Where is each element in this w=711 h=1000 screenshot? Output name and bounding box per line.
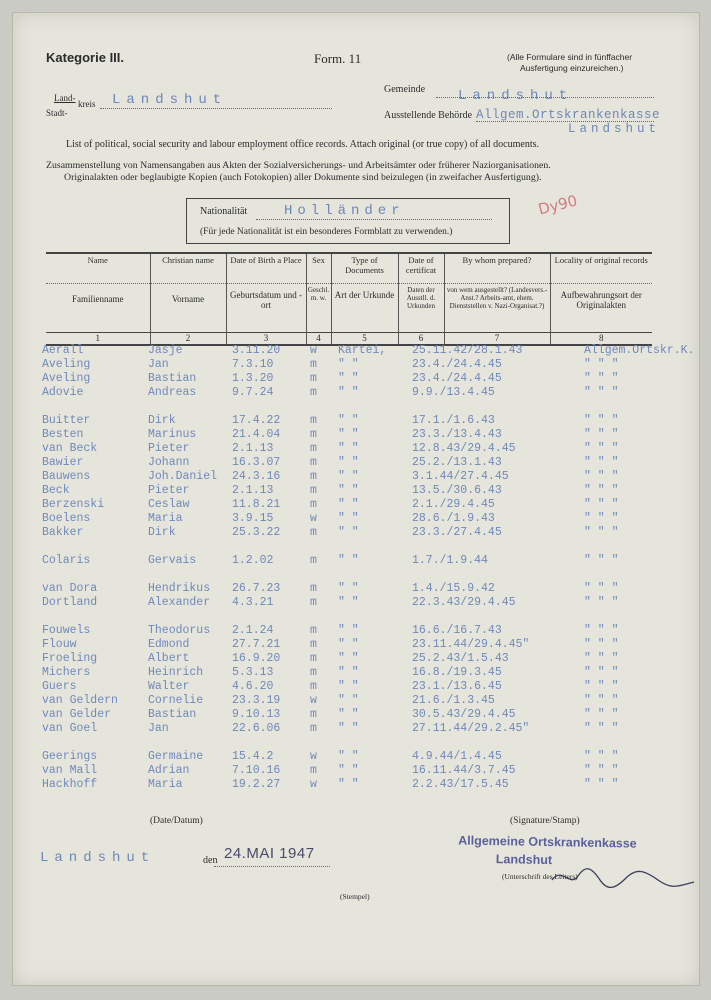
gemeinde-label: Gemeinde [384,84,426,95]
row-geburtsdatum: 25.3.22 [232,526,281,539]
date-dotline [214,866,330,867]
row-vorname: Jan [148,722,169,735]
row-vorname: Gervais [148,554,197,567]
row-geburtsdatum: 24.3.16 [232,470,281,483]
row-geburtsdatum: 9.7.24 [232,386,274,399]
row-geburtsdatum: 17.4.22 [232,414,281,427]
row-daten: 13.5./30.6.43 [412,484,502,497]
row-daten: 23.4./24.4.45 [412,358,502,371]
row-familienname: Aveling [42,372,91,385]
row-vorname: Heinrich [148,666,204,679]
row-vorname: Theodorus [148,624,211,637]
col-sex-de: Geschl. m. w. [306,284,331,333]
row-aufbewahrungsort: " " " [584,512,619,525]
row-daten: 22.3.43/29.4.45 [412,596,516,609]
row-geburtsdatum: 23.3.19 [232,694,281,707]
row-geschlecht: w [310,344,317,357]
row-familienname: Aveling [42,358,91,371]
row-art: " " [338,526,359,539]
row-vorname: Joh.Daniel [148,470,218,483]
row-daten: 17.1./1.6.43 [412,414,495,427]
row-art: Kartei, [338,344,387,357]
row-familienname: Bakker [42,526,84,539]
row-aufbewahrungsort: " " " [584,498,619,511]
row-art: " " [338,498,359,511]
row-geschlecht: m [310,638,317,651]
row-vorname: Germaine [148,750,204,763]
row-familienname: van Geldern [42,694,118,707]
row-geburtsdatum: 3.9.15 [232,512,274,525]
row-daten: 4.9.44/1.4.45 [412,750,502,763]
row-vorname: Pieter [148,442,190,455]
row-geburtsdatum: 2.1.13 [232,442,274,455]
row-art: " " [338,764,359,777]
behoerde-value-1: Allgem.Ortskrankenkasse [476,108,661,122]
row-familienname: van Dora [42,582,98,595]
row-geschlecht: m [310,358,317,371]
row-vorname: Jan [148,358,169,371]
col-locality-de: Aufbewahrungsort der Originalakten [550,284,652,333]
kategorie-title: Kategorie III. [46,50,125,65]
nationality-value: Holländer [284,203,405,219]
row-vorname: Jasje [148,344,183,357]
row-geburtsdatum: 19.2.27 [232,778,281,791]
row-art: " " [338,624,359,637]
col-christian-en: Christian name [150,253,226,284]
row-geschlecht: m [310,764,317,777]
row-familienname: Fouwels [42,624,91,637]
row-geschlecht: m [310,386,317,399]
col-birth-de: Geburtsdatum und -ort [226,284,306,333]
row-daten: 23.3./13.4.43 [412,428,502,441]
row-familienname: Berzenski [42,498,105,511]
row-geschlecht: m [310,428,317,441]
row-art: " " [338,358,359,371]
row-vorname: Hendrikus [148,582,211,595]
instruction-german-2: Originalakten oder beglaubigte Kopien (auch Fotokopien) aller Dokumente sind beizulegen (in zweifacher Ausfertigung). [64,172,542,183]
signature-label: (Signature/Stamp) [510,816,580,826]
row-familienname: Hackhoff [42,778,98,791]
row-aufbewahrungsort: " " " [584,652,619,665]
col-certdate-de: Daten der Ausstll. d. Urkunden [398,284,444,333]
row-art: " " [338,414,359,427]
row-daten: 2.2.43/17.5.45 [412,778,509,791]
col-num-8: 8 [550,333,652,346]
row-geburtsdatum: 2.1.24 [232,624,274,637]
row-geburtsdatum: 7.10.16 [232,764,281,777]
col-num-4: 4 [306,333,331,346]
row-art: " " [338,638,359,651]
row-geburtsdatum: 9.10.13 [232,708,281,721]
row-daten: 23.11.44/29.4.45" [412,638,530,651]
row-familienname: Froeling [42,652,98,665]
row-geschlecht: m [310,652,317,665]
row-daten: 9.9./13.4.45 [412,386,495,399]
pencil-annotation: Dy90 [536,191,580,219]
col-num-6: 6 [398,333,444,346]
row-familienname: Aerall [42,344,84,357]
col-num-3: 3 [226,333,306,346]
row-geschlecht: m [310,596,317,609]
col-num-2: 2 [150,333,226,346]
row-daten: 16.8./19.3.45 [412,666,502,679]
row-geburtsdatum: 27.7.21 [232,638,281,651]
row-familienname: van Gelder [42,708,112,721]
row-geburtsdatum: 3.11.20 [232,344,281,357]
row-aufbewahrungsort: " " " [584,442,619,455]
den-label: den [203,855,218,866]
row-familienname: van Beck [42,442,98,455]
row-art: " " [338,554,359,567]
row-geschlecht: m [310,484,317,497]
col-prepared-de: von wem ausgestellt? (Landesvers.-Anst.? Arbeits-amt, ehem. Dienststellen v. Nazi-Organisat.?) [444,284,550,333]
copies-note-1: (Alle Formulare sind in fünffacher [507,52,633,62]
col-doctype-en: Type of Documents [331,253,398,284]
row-geschlecht: m [310,372,317,385]
row-aufbewahrungsort: " " " [584,526,619,539]
row-daten: 25.2./13.1.43 [412,456,502,469]
row-art: " " [338,680,359,693]
row-vorname: Dirk [148,526,176,539]
row-geschlecht: m [310,554,317,567]
row-geschlecht: m [310,708,317,721]
row-art: " " [338,470,359,483]
row-geburtsdatum: 16.9.20 [232,652,281,665]
row-familienname: Michers [42,666,91,679]
col-name-en: Name [46,253,150,284]
row-vorname: Cornelie [148,694,204,707]
row-geschlecht: m [310,722,317,735]
row-aufbewahrungsort: " " " [584,484,619,497]
row-vorname: Johann [148,456,190,469]
row-vorname: Andreas [148,386,197,399]
row-aufbewahrungsort: " " " [584,456,619,469]
row-familienname: Colaris [42,554,91,567]
row-aufbewahrungsort: " " " [584,582,619,595]
row-daten: 16.11.44/3.7.45 [412,764,516,777]
instruction-german-1: Zusammenstellung von Namensangaben aus Akten der Sozialversicherungs- und Arbeitsämter oder früherer Naziorganisationen. [46,160,551,171]
row-aufbewahrungsort: " " " [584,470,619,483]
row-art: " " [338,582,359,595]
row-daten: 27.11.44/29.2.45" [412,722,530,735]
row-aufbewahrungsort: " " " [584,372,619,385]
row-art: " " [338,386,359,399]
row-vorname: Adrian [148,764,190,777]
row-aufbewahrungsort: " " " [584,750,619,763]
row-daten: 3.1.44/27.4.45 [412,470,509,483]
behoerde-value-2: Landshut [568,122,661,136]
col-birth-en: Date of Birth a Place [226,253,306,284]
date-label: (Date/Datum) [150,816,203,826]
row-familienname: Beck [42,484,70,497]
row-geschlecht: w [310,512,317,525]
row-geschlecht: w [310,694,317,707]
row-art: " " [338,666,359,679]
col-certdate-en: Date of certificat [398,253,444,284]
row-vorname: Maria [148,512,183,525]
row-familienname: Flouw [42,638,77,651]
col-num-7: 7 [444,333,550,346]
row-aufbewahrungsort: " " " [584,778,619,791]
row-geburtsdatum: 21.4.04 [232,428,281,441]
row-geburtsdatum: 1.3.20 [232,372,274,385]
row-geburtsdatum: 7.3.10 [232,358,274,371]
row-familienname: Bauwens [42,470,91,483]
row-geburtsdatum: 26.7.23 [232,582,281,595]
row-daten: 25.2.43/1.5.43 [412,652,509,665]
col-locality-en: Locality of original records [550,253,652,284]
row-familienname: Geerings [42,750,98,763]
row-aufbewahrungsort: " " " [584,414,619,427]
row-geburtsdatum: 4.6.20 [232,680,274,693]
row-familienname: Boelens [42,512,91,525]
row-art: " " [338,722,359,735]
row-geschlecht: w [310,750,317,763]
gemeinde-dotline [436,97,654,98]
row-daten: 2.1./29.4.45 [412,498,495,511]
unterschrift-label: (Unterschrift des Leiters) [502,872,578,881]
kreis-dotline [100,108,332,109]
row-aufbewahrungsort: Allgem.Ortskr.K. [584,344,695,357]
row-art: " " [338,456,359,469]
row-familienname: van Mall [42,764,98,777]
row-vorname: Pieter [148,484,190,497]
row-geburtsdatum: 15.4.2 [232,750,274,763]
row-aufbewahrungsort: " " " [584,694,619,707]
row-aufbewahrungsort: " " " [584,386,619,399]
row-geschlecht: m [310,680,317,693]
row-familienname: Dortland [42,596,98,609]
row-aufbewahrungsort: " " " [584,624,619,637]
row-geschlecht: m [310,582,317,595]
row-aufbewahrungsort: " " " [584,722,619,735]
row-daten: 30.5.43/29.4.45 [412,708,516,721]
row-art: " " [338,694,359,707]
row-art: " " [338,484,359,497]
row-familienname: Guers [42,680,77,693]
row-aufbewahrungsort: " " " [584,764,619,777]
stamp-line-2: Landshut [495,852,553,868]
row-geschlecht: m [310,624,317,637]
row-geburtsdatum: 1.2.02 [232,554,274,567]
row-art: " " [338,428,359,441]
nationality-dotline [256,219,492,220]
row-vorname: Alexander [148,596,211,609]
gemeinde-value: Landshut [458,88,574,104]
row-vorname: Marinus [148,428,197,441]
stempel-label: (Stempel) [340,892,370,901]
form-number: Form. 11 [314,51,362,66]
row-daten: 25.11.42/28.1.43 [412,344,523,357]
row-vorname: Bastian [148,372,197,385]
land-label: Land- [54,93,76,103]
row-aufbewahrungsort: " " " [584,708,619,721]
nationality-label: Nationalität [200,206,248,217]
kreis-value: Landshut [112,92,228,108]
date-stamp: 24.MAI 1947 [224,845,315,862]
row-familienname: Bawier [42,456,84,469]
behoerde-dotline [476,121,654,122]
row-aufbewahrungsort: " " " [584,638,619,651]
row-geschlecht: m [310,498,317,511]
row-art: " " [338,708,359,721]
row-familienname: van Goel [42,722,98,735]
row-daten: 1.7./1.9.44 [412,554,488,567]
col-num-5: 5 [331,333,398,346]
row-daten: 23.3./27.4.45 [412,526,502,539]
behoerde-label: Ausstellende Behörde [384,110,473,121]
records-table-header [46,252,652,346]
row-geschlecht: m [310,442,317,455]
row-aufbewahrungsort: " " " [584,666,619,679]
row-geburtsdatum: 2.1.13 [232,484,274,497]
col-num-1: 1 [46,333,150,346]
instruction-english: List of political, social security and labour employment office records. Attach original (or true copy) of all documents. [66,139,540,150]
kreis-label: kreis [78,99,96,109]
col-christian-de: Vorname [150,284,226,333]
row-daten: 23.1./13.6.45 [412,680,502,693]
col-name-de: Familienname [46,284,150,333]
row-geschlecht: m [310,414,317,427]
row-geschlecht: m [310,666,317,679]
row-aufbewahrungsort: " " " [584,358,619,371]
row-art: " " [338,442,359,455]
row-daten: 12.8.43/29.4.45 [412,442,516,455]
place-value: Landshut [40,850,156,866]
stadt-label: Stadt- [46,108,68,118]
row-geschlecht: m [310,456,317,469]
row-familienname: Besten [42,428,84,441]
row-art: " " [338,652,359,665]
row-geburtsdatum: 4.3.21 [232,596,274,609]
col-prepared-en: By whom prepared? [444,253,550,284]
row-geschlecht: m [310,526,317,539]
nationality-note: (Für jede Nationalität ist ein besonderes Formblatt zu verwenden.) [200,227,453,237]
stamp-line-1: Allgemeine Ortskrankenkasse [458,833,637,851]
row-vorname: Bastian [148,708,197,721]
row-art: " " [338,750,359,763]
row-art: " " [338,596,359,609]
row-art: " " [338,512,359,525]
row-daten: 28.6./1.9.43 [412,512,495,525]
row-daten: 21.6./1.3.45 [412,694,495,707]
copies-note-2: Ausfertigung einzureichen.) [520,63,624,73]
row-familienname: Adovie [42,386,84,399]
row-geschlecht: w [310,778,317,791]
row-geburtsdatum: 11.8.21 [232,498,281,511]
row-daten: 16.6./16.7.43 [412,624,502,637]
row-aufbewahrungsort: " " " [584,680,619,693]
row-vorname: Ceslaw [148,498,190,511]
row-aufbewahrungsort: " " " [584,428,619,441]
row-geburtsdatum: 22.6.06 [232,722,281,735]
row-vorname: Maria [148,778,183,791]
row-geschlecht: m [310,470,317,483]
row-daten: 23.4./24.4.45 [412,372,502,385]
row-vorname: Edmond [148,638,190,651]
row-geburtsdatum: 5.3.13 [232,666,274,679]
row-vorname: Albert [148,652,190,665]
col-doctype-de: Art der Urkunde [331,284,398,333]
row-aufbewahrungsort: " " " [584,554,619,567]
row-vorname: Dirk [148,414,176,427]
row-art: " " [338,372,359,385]
row-familienname: Buitter [42,414,91,427]
col-sex-en: Sex [306,253,331,284]
row-aufbewahrungsort: " " " [584,596,619,609]
row-geburtsdatum: 16.3.07 [232,456,281,469]
row-daten: 1.4./15.9.42 [412,582,495,595]
row-vorname: Walter [148,680,190,693]
row-art: " " [338,778,359,791]
